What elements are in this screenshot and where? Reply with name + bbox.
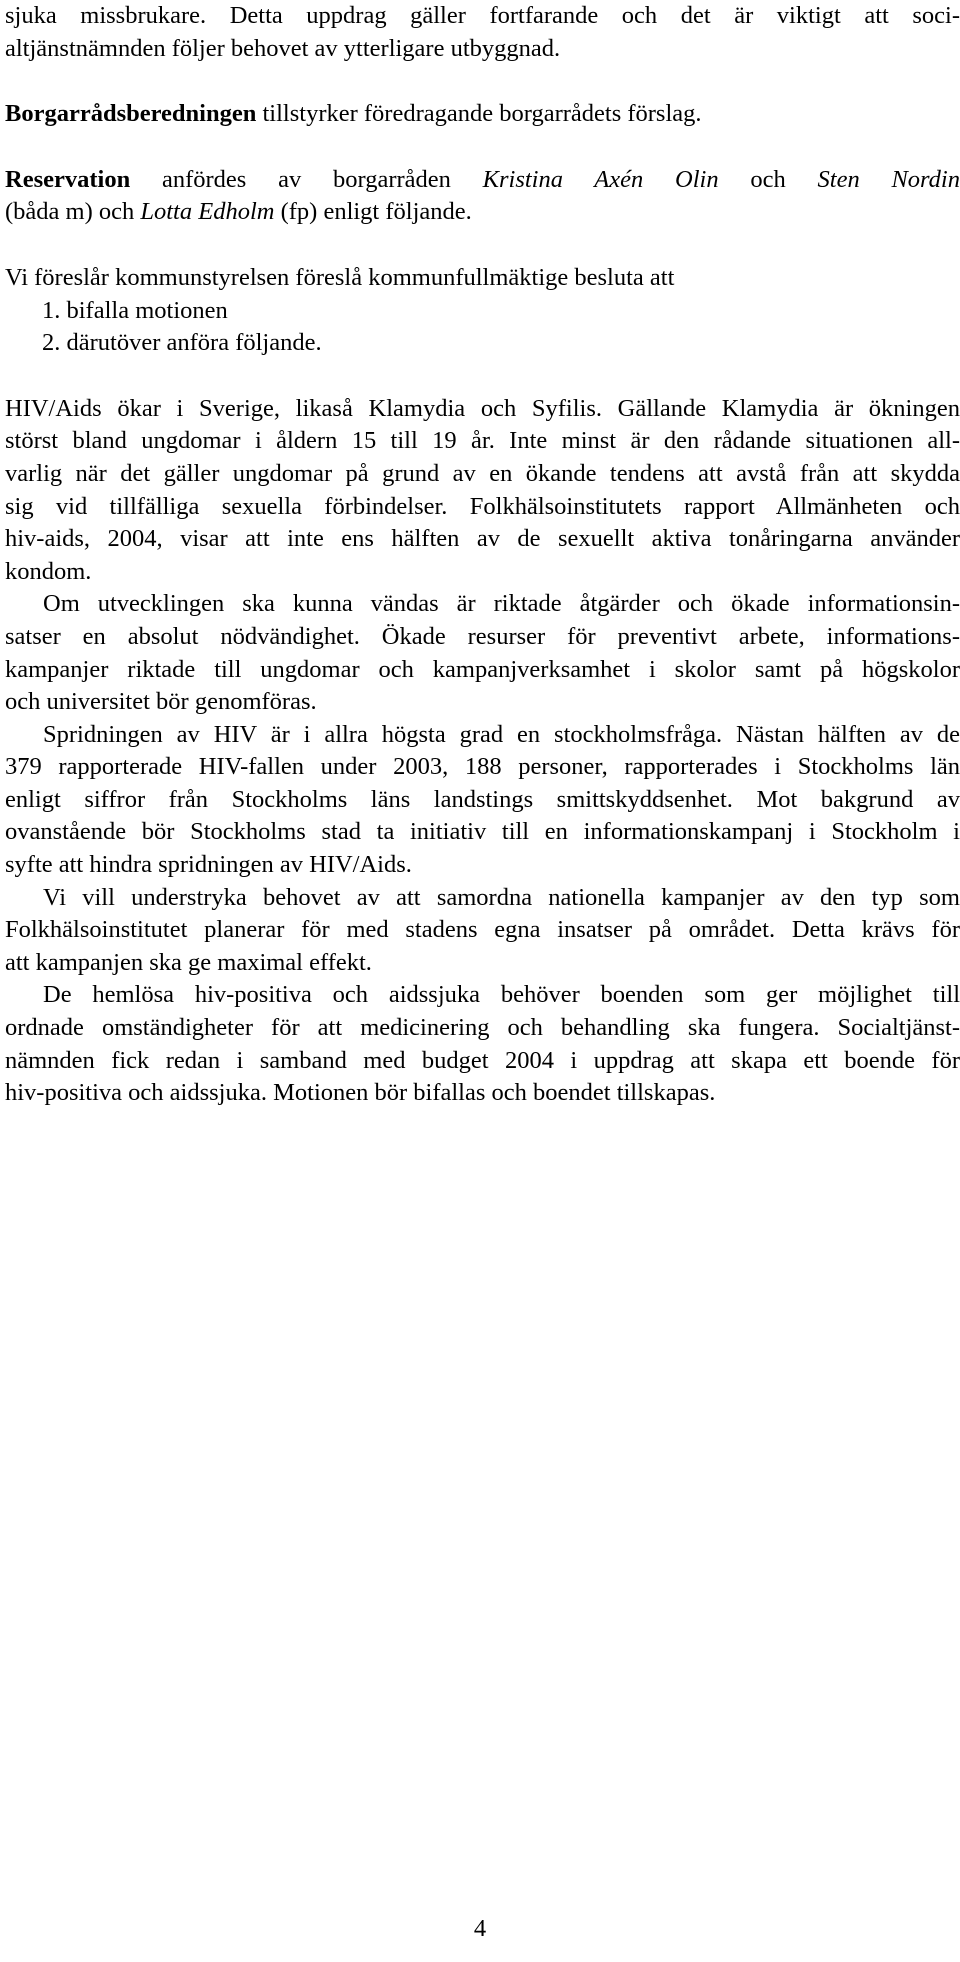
text-line: Vi vill understryka behovet av att samordna nationella kampanjer av den typ som [43, 883, 960, 911]
bold-heading: Borgarrådsberedningen [5, 100, 257, 128]
text-line: HIV/Aids ökar i Sverige, likaså Klamydia och Syfilis. Gällande Klamydia är ökningen [5, 394, 960, 422]
text-fragment: (båda m) och [5, 198, 141, 226]
proposal-item: 2. därutöver anföra följande. [42, 329, 322, 357]
text-line: störst bland ungdomar i åldern 15 till 19 år. Inte minst är den rådande situationen all- [5, 427, 960, 455]
body-paragraph-1 [5, 393, 960, 589]
text-line: kondom. [5, 557, 92, 585]
body-paragraph-3 [5, 719, 960, 882]
text-line: varlig när det gäller ungdomar på grund av en ökande tendens att avstå från att skydda [5, 459, 960, 487]
text-line: satser en absolut nödvändighet. Ökade resurser för preventivt arbete, informations- [5, 622, 960, 650]
person-name: Kristina Axén Olin [482, 165, 719, 193]
text-line: 379 rapporterade HIV-fallen under 2003, 188 personer, rapporterades i Stockholms län [5, 753, 960, 781]
text-line: ovanstående bör Stockholms stad ta initiativ till en informationskampanj i Stockholm i [5, 818, 960, 846]
text-fragment: anfördes av borgarråden [130, 165, 483, 193]
body-paragraph-4 [5, 882, 960, 980]
text-line: nämnden fick redan i samband med budget 2004 i uppdrag att skapa ett boende för [5, 1046, 960, 1074]
person-name: Lotta Edholm [140, 198, 275, 226]
proposal-intro: Vi föreslår kommunstyrelsen föreslå kommunfullmäktige besluta att [5, 263, 675, 291]
text-line [5, 98, 960, 131]
borgarradsberedningen-paragraph [5, 98, 960, 131]
text-line: och universitet bör genomföras. [5, 688, 317, 716]
proposal-section [5, 262, 960, 360]
opening-paragraph [5, 0, 960, 65]
text-line: Spridningen av HIV är i allra högsta grad en stockholmsfråga. Nästan hälften av de [43, 720, 960, 748]
body-paragraph-2 [5, 588, 960, 718]
text-line: hiv-aids, 2004, visar att inte ens hälften av de sexuellt aktiva tonåringarna använder [5, 525, 960, 553]
text-line [5, 196, 960, 229]
document-page [5, 0, 960, 1110]
body-paragraph-5 [5, 979, 960, 1109]
proposal-item: 1. bifalla motionen [42, 296, 228, 324]
text-fragment: och [718, 165, 818, 193]
text-line: enligt siffror från Stockholms läns landstings smittskyddsenhet. Mot bakgrund av [5, 785, 960, 813]
text-line: hiv-positiva och aidssjuka. Motionen bör bifallas och boendet tillskapas. [5, 1079, 716, 1107]
text-fragment: tillstyrker föredragande borgarrådets förslag. [256, 100, 702, 128]
text-line: sjuka missbrukare. Detta uppdrag gäller fortfarande och det är viktigt att soci- [5, 2, 960, 29]
text-line: att kampanjen ska ge maximal effekt. [5, 948, 372, 976]
text-line: altjänstnämnden följer behovet av ytterligare utbyggnad. [5, 34, 561, 62]
bold-heading: Reservation [5, 165, 131, 193]
person-name: Sten Nordin [817, 165, 960, 193]
reservation-paragraph [5, 164, 960, 229]
text-line: Om utvecklingen ska kunna vändas är riktade åtgärder och ökade informationsin- [43, 590, 960, 618]
text-line [5, 164, 960, 197]
text-line: syfte att hindra spridningen av HIV/Aids. [5, 851, 412, 879]
text-line: sig vid tillfälliga sexuella förbindelser. Folkhälsoinstitutets rapport Allmänheten och [5, 492, 960, 520]
text-line: Folkhälsoinstitutet planerar för med stadens egna insatser på området. Detta krävs för [5, 916, 960, 944]
text-line: De hemlösa hiv-positiva och aidssjuka behöver boenden som ger möjlighet till [43, 981, 960, 1009]
text-fragment: (fp) enligt följande. [274, 198, 472, 226]
text-line: kampanjer riktade till ungdomar och kampanjverksamhet i skolor samt på högskolor [5, 655, 960, 683]
text-line: ordnade omständigheter för att medicinering och behandling ska fungera. Socialtjänst- [5, 1014, 960, 1042]
page-number: 4 [473, 1915, 487, 1942]
